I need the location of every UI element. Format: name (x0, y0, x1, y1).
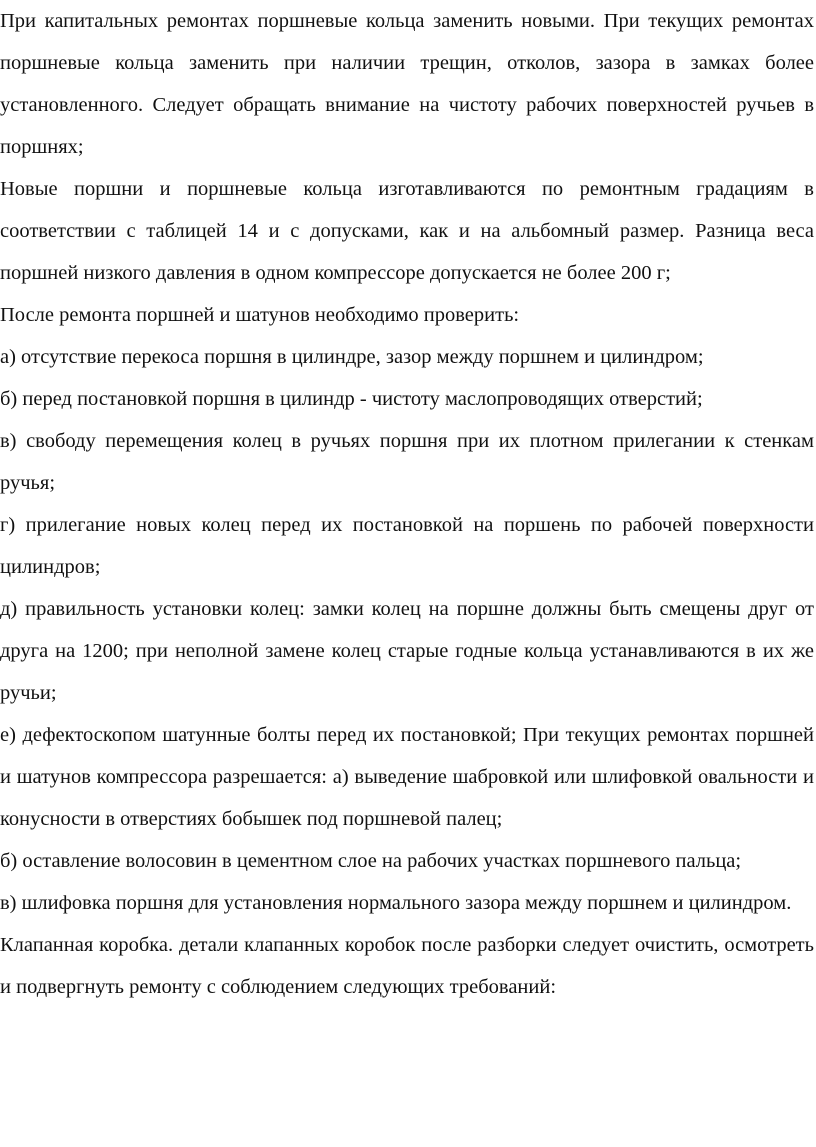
list-item-d: д) правильность установки колец: замки колец на поршне должны быть смещены друг от друга на 1200; при неполной замене колец старые годные кольца устанавливаются в их же ручьи; (0, 598, 814, 704)
list-item-g: г) прилегание новых колец перед их постановкой на поршень по рабочей поверхности цилиндров; (0, 514, 814, 578)
list-item-a: а) отсутствие перекоса поршня в цилиндре, зазор между поршнем и цилиндром; (0, 346, 704, 368)
list-item-b: б) перед постановкой поршня в цилиндр - чистоту маслопроводящих отверстий; (0, 388, 703, 410)
paragraph-new-pistons: Новые поршни и поршневые кольца изготавливаются по ремонтным градациям в соответствии с таблицей 14 и с допусками, как и на альбомный размер. Разница веса поршней низкого давления в одном компрессоре допускается не более 200 г; (0, 178, 814, 284)
paragraph-valve-box: Клапанная коробка. детали клапанных коробок после разборки следует очистить, осмотреть и подвергнуть ремонту с соблюдением следующих требований: (0, 934, 814, 998)
list-item-b-allowed: б) оставление волосовин в цементном слое на рабочих участках поршневого пальца; (0, 850, 742, 872)
list-item-e: е) дефектоскопом шатунные болты перед их постановкой; При текущих ремонтах поршней и шатунов компрессора разрешается: а) выведение шабровкой или шлифовкой овальности и конусности в отверстиях бобышек под поршневой палец; (0, 724, 814, 830)
paragraph-after-repair: После ремонта поршней и шатунов необходимо проверить: (0, 304, 520, 326)
list-item-v: в) свободу перемещения колец в ручьях поршня при их плотном прилегании к стенкам ручья; (0, 430, 814, 494)
list-item-v-allowed: в) шлифовка поршня для установления нормального зазора между поршнем и цилиндром. (0, 892, 792, 914)
paragraph-piston-rings: При капитальных ремонтах поршневые кольца заменить новыми. При текущих ремонтах поршневые кольца заменить при наличии трещин, отколов, зазора в замках более установленного. Следует обращать внимание на чистоту рабочих поверхностей ручьев в поршнях; (0, 10, 814, 158)
